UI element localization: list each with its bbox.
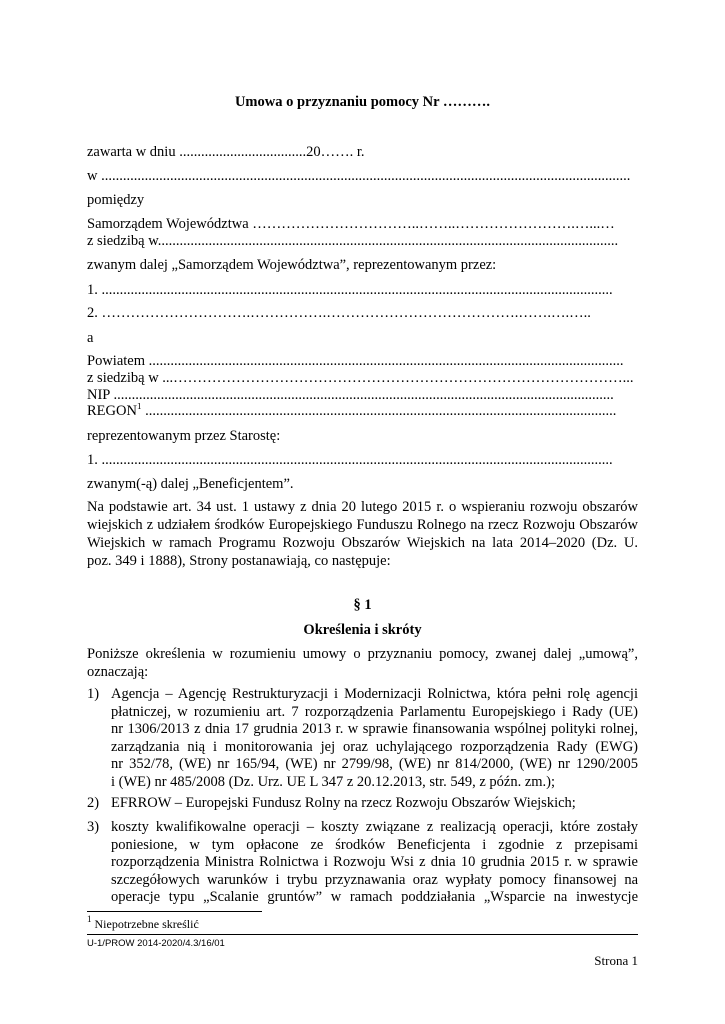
nip-line: NIP ..........................................................................................................................................: [87, 387, 614, 403]
beneficiary-line: zwanym(-ą) dalej „Beneficjentem”.: [87, 476, 294, 492]
definition-item: [111, 795, 638, 813]
representative-1-line: 1. .............................................................................................................................................: [87, 282, 613, 298]
representative-3-line: 1. .............................................................................................................................................: [87, 452, 613, 468]
preamble-line: Na podstawie art. 34 ust. 1 ustawy z dnia 20 lutego 2015 r. o wspieraniu rozwoju obszarów: [87, 499, 638, 515]
regon-footnote-mark: 1: [136, 403, 142, 411]
item-line: Agencja – Agencję Restrukturyzacji i Modernizacji Rolnictwa, która pełni rolę agencji: [111, 686, 638, 702]
item-line: nr 352/78, (WE) nr 165/94, (WE) nr 2799/98, (WE) nr 814/2000, (WE) nr 1290/2005: [111, 756, 638, 772]
regon-label: REGON: [87, 403, 137, 419]
preamble-line: poz. 349 i 1888), Strony postanawiają, co następuje:: [87, 553, 391, 569]
regon-line: [87, 403, 638, 420]
item-line: nr 1306/2013 z dnia 17 grudnia 2013 r. w sprawie finansowania wspólnej polityki rolnej,: [111, 721, 638, 737]
footer-separator: [87, 934, 638, 935]
county-seat-line: z siedzibą w ...…………………………………………………………………………………...: [87, 370, 634, 386]
item-line: szczegółowych warunków i trybu przyznawania oraz wypłaty pomocy finansowej na: [111, 871, 638, 888]
item-line: EFRROW – Europejski Fundusz Rolny na rzecz Rozwoju Obszarów Wiejskich;: [111, 795, 576, 811]
contract-place-line: w ..................................................................................................................................................: [87, 168, 631, 184]
item-line: płatniczej, w rozumieniu art. 7 rozporządzenia Parlamentu Europejskiego i Rady (UE): [111, 703, 638, 720]
starost-line: reprezentowanym przez Starostę:: [87, 428, 281, 444]
intro-line: Poniższe określenia w rozumieniu umowy o przyznaniu pomocy, zwanej dalej „umową”,: [87, 646, 638, 662]
section-heading: Określenia i skróty: [303, 622, 422, 638]
definition-item: [111, 819, 638, 907]
intro-line: oznaczają:: [87, 664, 149, 680]
preamble-line: Wiejskich w ramach Programu Rozwoju Obszarów Wiejskich na lata 2014–2020 (Dz. U.: [87, 535, 638, 551]
represented-by-line: zwanym dalej „Samorządem Województwa”, reprezentowanym przez:: [87, 257, 497, 273]
county-line: Powiatem ...................................................................................................................................: [87, 353, 624, 369]
definition-item: [111, 686, 638, 791]
item-line: zarządzania nią i monitorowania jej oraz uchylającego rozporządzenia Rady (EWG): [111, 738, 638, 755]
document-title: Umowa o przyznaniu pomocy Nr ……….: [234, 94, 491, 110]
page-number: Strona 1: [594, 953, 638, 968]
item-number: 3): [87, 819, 100, 835]
item-number: 2): [87, 795, 100, 811]
footnote-text: Niepotrzebne skreślić: [91, 917, 199, 931]
item-line: operacje typu „Scalanie gruntów” w ramach poddziałania „Wsparcie na inwestycje: [111, 889, 638, 905]
representative-2-line: 2. ………………………….…………….………………………………….…….….…..: [87, 305, 591, 321]
item-line: koszty kwalifikowalne operacji – koszty związane z realizacją operacji, które zostały: [111, 819, 638, 835]
footnote-separator: [87, 911, 262, 912]
footnote-mark: 1: [87, 914, 92, 924]
preamble-line: wiejskich z udziałem środków Europejskiego Funduszu Rolnego na rzecz Rozwoju Obszarów: [87, 517, 638, 533]
item-line: rozporządzenia Ministra Rolnictwa i Rozwoju Wsi z dnia 10 grudnia 2015 r. w sprawie: [111, 854, 638, 870]
regon-dots: ..................................................................................................................................: [141, 403, 617, 419]
and-label: a: [87, 330, 94, 346]
contract-date-line: zawarta w dniu ...................................20……. r.: [87, 144, 365, 160]
section-number: § 1: [353, 597, 372, 613]
document-code: U-1/PROW 2014-2020/4.3/16/01: [87, 938, 225, 949]
voivodeship-seat-line: z siedzibą w...............................................................................................................................: [87, 233, 619, 249]
section-intro: [87, 645, 638, 681]
item-line: poniesione, w tym opłacone ze środków Beneficjenta i zgodnie z przepisami: [111, 836, 638, 853]
item-line: i (WE) nr 485/2008 (Dz. Urz. UE L 347 z 20.12.2013, str. 549, z późn. zm.);: [111, 773, 556, 790]
between-label: pomiędzy: [87, 192, 145, 208]
footnote: [87, 914, 199, 931]
item-number: 1): [87, 686, 100, 702]
preamble-paragraph: [87, 498, 638, 570]
voivodeship-line: Samorządem Województwa ……………………………..……..…………………….…...…: [87, 216, 615, 232]
